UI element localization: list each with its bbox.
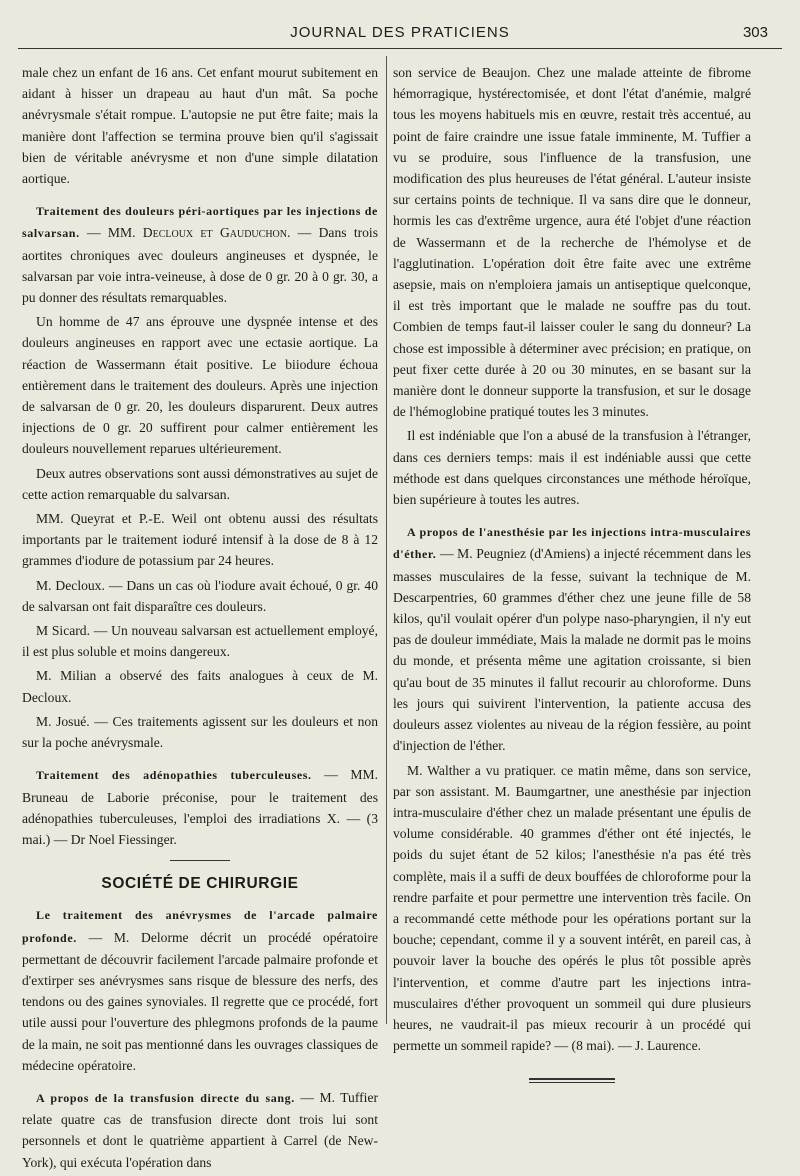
left-column <box>22 62 378 1176</box>
right-column <box>393 62 751 1083</box>
report-tuffier <box>22 1087 378 1173</box>
end-rule <box>529 1078 615 1080</box>
paragraph-text: — MM. Bruneau de Laborie préconise, pour le traitement des adénopathies tuberculeuses, l'emploi des irradiations X. — (3 mai.) — Dr Noel Fiessinger. <box>22 767 378 847</box>
paragraph: Il est indéniable que l'on a abusé de la transfusion à l'étranger, dans ces derniers temps: mais il est indéniable aussi que cette méthode est dans quelques circonstances une méthode héroïque, bien supérieure à toutes les autres. <box>393 428 751 508</box>
paragraph: Un homme de 47 ans éprouve une dyspnée intense et des douleurs angineuses en rapport avec une ectasie aortique. La réaction de Wassermann était positive. Le biiodure échoua entièrement dans le traitement des douleurs. Après une injection de salvarsan de 0 gr. 20, les douleurs disparurent. Deux autres injections de 0 gr. 20 suffirent pour calmer entièrement les douleurs nouvellement reparues ultérieurement. <box>22 314 378 457</box>
header-rule <box>18 48 782 49</box>
report-decloux <box>22 200 378 308</box>
end-rule-thin <box>529 1082 615 1083</box>
column-divider <box>386 56 387 1024</box>
paragraph: M. Walther a vu pratiquer. ce matin même, dans son service, par son assistant. M. Baumgartner, une anesthésie par injection intra-musculaire d'éther chez un malade présentant une épulis de volume considérable. 40 grammes d'éther ont été injectés, le poids du sujet étant de 52 kilos; l'anesthésie n'a pas été très complète, mais il a suffi de deux bouffées de chloroforme pour la rendre parfaite et pour permettre une intervention très facile. On a recommandé cette méthode pour les opérations portant sur la bouche; cependant, comme il y a souvent intérêt, en pareil cas, à pouvoir laver la bouche des opérés le plus tôt possible après l'intervention, et comme d'autre part les injections intra-musculaires d'éther provoquent un sommeil qui dure plusieurs heures, ne vaudrait-il pas mieux recourir à un procédé qui permette un sommeil rapide? — (8 mai). — J. Laurence. <box>393 762 751 1054</box>
paragraph: MM. Queyrat et P.-E. Weil ont obtenu aussi des résultats importants par le traitement ioduré intensif à la dose de 8 à 12 grammes d'iodure de potassium par 24 heures. <box>22 511 378 569</box>
journal-title: JOURNAL DES PRATICIENS <box>290 24 510 41</box>
paragraph: son service de Beaujon. Chez une malade atteinte de fibrome hémorragique, hystérectomisée, et dont l'état d'anémie, malgré tous les moyens habituels mis en œuvre, restait très accentué, au point de faire craindre une issue fatale imminente, M. Tuffier a vu se produire, sous l'influence de la transfusion, une modification des plus heureuses de l'état général. L'auteur insiste sur certains points de technique. Il va sans dire que le donneur, hormis les cas d'extrême urgence, aura été l'objet d'une réaction de Wassermann et de la recherche de l'hémolyse et de l'agglutination. L'opération doit être faite avec une extrême asepsie, mais on n'emploiera jamais un antiseptique quelconque, il est très important que le malade ne souffre pas du tout. Combien de temps faut-il laisser couler le sang du donneur? La chose est impossible à déterminer avec précision; en pratique, on peut fixer cette durée à 20 ou 30 minutes, en se basant sur la manière dont le donneur supporte la transfusion, et sur le dosage de l'hémoglobine pratiqué toutes les 3 minutes. <box>393 65 751 420</box>
rubric-heading: Traitement des adénopathies tuberculeuses. <box>36 768 312 783</box>
page-number: 303 <box>742 24 768 41</box>
running-header <box>18 22 782 44</box>
section-title: SOCIÉTÉ DE CHIRURGIE <box>101 875 299 893</box>
paragraph-text: Dans trois aortites chroniques avec douleurs angineuses et dyspnée, le salvarsan par voie intra-veineuse, à dose de 0 gr. 20 à 0 gr. 30, a pu donner des résultats remarquables. <box>22 225 378 306</box>
rubric-heading: Le traitement des anévrysmes de l'arcade palmaire profonde. <box>22 908 378 945</box>
separator-rule <box>170 860 230 861</box>
paragraph: male chez un enfant de 16 ans. Cet enfant mourut subitement en aidant à hisser un drapeau au haut d'un mât. Sa poche anévrysmale s'était rompue. L'autopsie ne put être faite; mais la manière dont l'affection se termina prouve bien qu'il s'agissait bien de véritable anévrysme et non d'une simple dilatation aortique. <box>22 65 378 187</box>
report-laborie <box>22 764 378 850</box>
paragraph-text: — M. Peugniez (d'Amiens) a injecté récemment dans les masses musculaires de la fesse, suivant la technique de M. Descarpentries, 60 grammes d'éther chez une jeune fille de 58 kilos, qu'il voulait opérer d'un polype naso-pharyngien, il n'y eut pas de douleur immédiate, Mais la malade ne dormit pas le moins du monde, et présenta même une agitation croissante, si bien qu'au bout de 35 minutes il fallut recourir au chloroforme. Duns les jours qui suivirent l'intervention, la patiente accusa des douleurs assez violentes au niveau de la région fessière, au point d'injection de l'éther. <box>393 546 751 754</box>
paragraph-text: — M. Tuffier relate quatre cas de transfusion directe dont trois lui sont personnels et dont le quatrième appartient à Carrel (de New-York), qui exécuta l'opération dans <box>22 1089 378 1170</box>
authors: — MM. Decloux et Gauduchon. — <box>87 225 312 241</box>
paragraph: M. Josué. — Ces traitements agissent sur les douleurs et non sur la poche anévrysmale. <box>22 713 378 751</box>
paragraph-text: — M. Delorme décrit un procédé opératoire permettant de découvrir facilement l'arcade palmaire profonde et d'extirper ses anévrysmes sans risque de blessure des nerfs, des tendons ou des gaines synoviales. Il regrette que ce procédé, fort utile aussi pour l'ouverture des phlegmons profonds de la paume de la main, ne soit pas mentionné dans les ouvrages classiques de médecine opératoire. <box>22 929 378 1073</box>
paragraph: M. Decloux. — Dans un cas où l'iodure avait échoué, 0 gr. 40 de salvarsan ont fait disparaître ces douleurs. <box>22 577 378 614</box>
paragraph: M Sicard. — Un nouveau salvarsan est actuellement employé, il est plus soluble et moins dangereux. <box>22 623 378 660</box>
report-delorme <box>22 904 378 1076</box>
paragraph: M. Milian a observé des faits analogues à ceux de M. Decloux. <box>22 668 378 705</box>
paragraph: Deux autres observations sont aussi démonstratives au sujet de cette action remarquable du salvarsan. <box>22 465 378 502</box>
rubric-heading: A propos de la transfusion directe du sang. <box>36 1090 295 1105</box>
rubric-heading: A propos de l'anesthésie par les injections intra-musculaires d'éther. <box>393 525 751 562</box>
rubric-heading: Traitement des douleurs péri-aortiques par les injections de salvarsan. <box>22 204 378 241</box>
report-peugniez <box>393 521 751 756</box>
